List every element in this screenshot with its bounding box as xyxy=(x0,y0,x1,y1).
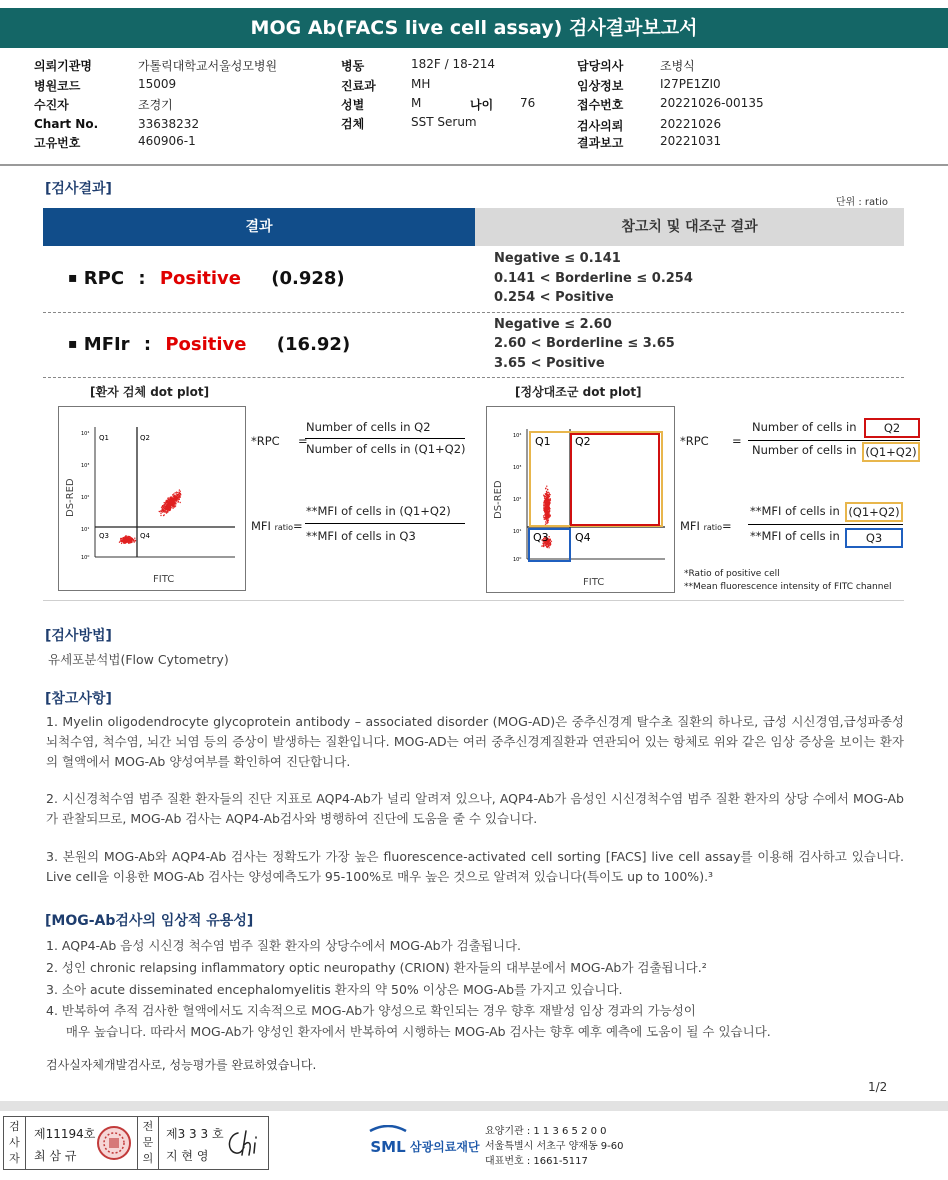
cell-dot xyxy=(547,505,548,506)
cell-dot xyxy=(545,506,546,507)
footer-band xyxy=(0,1101,948,1111)
cell-dot xyxy=(128,543,129,544)
reference-column-header: 참고치 및 대조군 결과 xyxy=(475,208,904,246)
result-column-header: 결과 xyxy=(43,208,475,246)
cell-dot xyxy=(134,538,135,539)
cell-dot xyxy=(549,515,550,516)
dot-cloud xyxy=(119,489,182,544)
note-paragraph: 2. 시신경척수염 범주 질환 환자들의 진단 지표로 AQP4-Ab가 널리 알려져 있으나, AQP4-Ab가 음성인 시신경척수염 범주 질환 환자의 상당 수에서 MOG-Ab가 관찰되므로, MOG-Ab 검사는 AQP4-Ab검사와 병행하여 진단에 도움을 줄 수 있습니다. xyxy=(46,791,904,826)
cell-dot xyxy=(167,511,168,512)
reference-line: Negative ≤ 0.141 xyxy=(494,251,621,266)
method-section-title: [검사방법] xyxy=(45,628,112,644)
rpc-denominator-text: Number of cells in xyxy=(752,443,857,457)
result-status: Positive xyxy=(159,268,241,289)
cell-dot xyxy=(161,507,162,508)
cell-dot xyxy=(545,545,546,546)
cell-dot xyxy=(547,507,548,508)
cell-dot xyxy=(163,509,164,510)
cell-dot xyxy=(167,500,168,501)
cell-dot xyxy=(121,538,122,539)
utility-section-title: [MOG-Ab검사의 임상적 유용성] xyxy=(45,913,254,929)
license-number: 제11194호 xyxy=(34,1127,96,1141)
quadrant-label: Q2 xyxy=(140,434,150,442)
rpc-numerator: Number of cells in Q2 xyxy=(306,420,431,434)
tick-label: 10² xyxy=(81,495,90,501)
cell-dot xyxy=(126,539,127,540)
cell-dot xyxy=(166,506,167,507)
cell-dot xyxy=(548,544,549,545)
cell-dot xyxy=(543,515,544,516)
cell-dot xyxy=(123,541,124,542)
info-label: 검사의뢰 xyxy=(577,119,624,133)
handwritten-signature xyxy=(224,1125,266,1161)
control-dot-plot xyxy=(486,406,675,593)
cell-dot xyxy=(168,502,169,503)
role-char: 검 xyxy=(9,1120,20,1133)
tick-label: 10¹ xyxy=(513,529,522,535)
cell-dot xyxy=(173,500,174,501)
fraction-bar xyxy=(748,440,920,441)
cell-dot xyxy=(548,511,549,512)
result-row-mfir xyxy=(68,334,350,355)
cell-dot xyxy=(177,497,178,498)
cell-dot xyxy=(124,538,125,539)
cell-dot xyxy=(160,513,161,514)
footnote: *Ratio of positive cell xyxy=(684,569,780,579)
info-label: 성별 xyxy=(341,98,365,112)
tick-label: 10⁴ xyxy=(513,433,522,439)
role-char: 전 xyxy=(142,1120,154,1133)
fraction-bar xyxy=(305,523,465,524)
utility-item: 2. 성인 chronic relapsing inflammatory optic neuropathy (CRION) 환자들의 대부분에서 MOG-Ab가 검출됩니다.² xyxy=(46,960,707,975)
fraction-bar xyxy=(748,524,903,525)
cell-dot xyxy=(178,495,179,496)
cell-dot xyxy=(133,539,134,540)
role-cell xyxy=(137,1117,159,1169)
bullet: ▪ xyxy=(68,336,78,352)
equals-sign: = xyxy=(732,434,742,448)
cell-dot xyxy=(548,519,549,520)
rpc-label: *RPC xyxy=(251,434,280,448)
cell-dot xyxy=(546,503,547,504)
patient-dot-plot-svg xyxy=(59,407,245,590)
y-axis-label: DS-RED xyxy=(65,478,76,517)
cell-dot xyxy=(546,546,547,547)
cell-dot xyxy=(543,546,544,547)
cell-dot xyxy=(164,510,165,511)
cell-dot xyxy=(543,502,544,503)
reference-line: 0.254 < Positive xyxy=(494,290,614,305)
cell-dot xyxy=(550,544,551,545)
license-number: 제3 3 3 호 xyxy=(166,1127,224,1141)
mfi-subscript: ratio xyxy=(703,523,723,532)
cell-dot xyxy=(547,489,548,490)
utility-item: 4. 반복하여 추적 검사한 혈액에서도 지속적으로 MOG-Ab가 양성으로 확인되는 경우 향후 재발성 임상 경과의 가능성이 xyxy=(46,1003,696,1018)
signer-name: 최 삼 규 xyxy=(34,1149,77,1163)
cell-dot xyxy=(126,541,127,542)
cell-dot xyxy=(180,502,181,503)
cell-dot xyxy=(180,493,181,494)
result-value: (16.92) xyxy=(276,334,351,355)
cell-dot xyxy=(548,547,549,548)
cell-dot xyxy=(175,492,176,493)
cell-dot xyxy=(173,502,174,503)
cell-dot xyxy=(121,540,122,541)
separator: : xyxy=(143,334,152,355)
cell-dot xyxy=(543,507,544,508)
cell-dot xyxy=(548,494,549,495)
result-name: RPC xyxy=(83,268,125,289)
quadrant-label: Q1 xyxy=(535,435,551,448)
info-label: 접수번호 xyxy=(577,98,624,112)
info-value: 20221026 xyxy=(660,117,722,131)
cell-dot xyxy=(545,488,546,489)
cell-dot xyxy=(545,502,546,503)
quadrant-label: Q3 xyxy=(533,531,549,544)
result-row-rpc xyxy=(68,268,345,289)
cell-dot xyxy=(178,501,179,502)
cell-dot xyxy=(546,515,547,516)
cell-dot xyxy=(545,521,546,522)
cell-dot xyxy=(546,509,547,510)
cell-dot xyxy=(551,541,552,542)
tick-label: 10⁰ xyxy=(81,555,90,561)
info-value: MH xyxy=(411,77,431,91)
cell-dot xyxy=(541,545,542,546)
mfi-denominator: **MFI of cells in Q3 xyxy=(306,529,416,543)
info-label: 고유번호 xyxy=(34,136,81,150)
cell-dot xyxy=(174,506,175,507)
role-char: 사 xyxy=(9,1136,20,1149)
patient-plot-title: [환자 검체 dot plot] xyxy=(90,385,210,399)
report-title: MOG Ab(FACS live cell assay) 검사결과보고서 xyxy=(0,8,948,48)
section-divider xyxy=(43,600,904,601)
cell-dot xyxy=(172,499,173,500)
cell-dot xyxy=(171,502,172,503)
page-number: 1/2 xyxy=(868,1080,888,1094)
mfi-label xyxy=(251,519,303,533)
cell-dot xyxy=(548,513,549,514)
notes-section-title: [참고사항] xyxy=(45,691,112,707)
quadrant-label: Q1 xyxy=(99,434,109,442)
cell-dot xyxy=(550,500,551,501)
tick-label: 10² xyxy=(513,497,522,503)
cell-dot xyxy=(134,541,135,542)
cell-dot xyxy=(546,497,547,498)
cell-dot xyxy=(173,496,174,497)
info-label: 병동 xyxy=(341,59,365,73)
result-value: (0.928) xyxy=(271,268,345,289)
equals-sign: = xyxy=(722,519,732,533)
q1q2-box-label: (Q1+Q2) xyxy=(862,442,920,462)
utility-item: 1. AQP4-Ab 음성 시신경 척수염 범주 질환 환자의 상당수에서 MOG-Ab가 검출됩니다. xyxy=(46,938,521,953)
mfi-subscript: ratio xyxy=(274,523,294,532)
info-label: 나이 xyxy=(470,98,494,112)
info-label: 진료과 xyxy=(341,79,376,93)
cell-dot xyxy=(176,492,177,493)
cell-dot xyxy=(544,511,545,512)
cell-dot xyxy=(545,513,546,514)
cell-dot xyxy=(160,510,161,511)
cell-dot xyxy=(170,502,171,503)
mfi-text: MFI xyxy=(251,519,271,533)
tick-label: 10³ xyxy=(513,465,522,471)
cell-dot xyxy=(549,493,550,494)
cell-dot xyxy=(165,501,166,502)
cell-dot xyxy=(544,500,545,501)
cell-dot xyxy=(545,505,546,506)
cell-dot xyxy=(134,540,135,541)
info-value: 76 xyxy=(520,96,536,110)
cell-dot xyxy=(546,486,547,487)
cell-dot xyxy=(126,537,127,538)
unit-label: 단위 : ratio xyxy=(835,197,888,208)
separator: : xyxy=(138,268,146,289)
info-value: 조병식 xyxy=(660,59,695,73)
org-line: 서울특별시 서초구 양재동 9-60 xyxy=(485,1141,624,1152)
info-value: SST Serum xyxy=(411,115,477,129)
info-value: 20221031 xyxy=(660,134,722,148)
cell-dot xyxy=(176,493,177,494)
cell-dot xyxy=(164,503,165,504)
tick-label: 10⁴ xyxy=(81,431,90,437)
cell-dot xyxy=(545,499,546,500)
cell-dot xyxy=(547,516,548,517)
y-axis-label: DS-RED xyxy=(493,480,504,519)
cell-dot xyxy=(179,495,180,496)
q2-box-label: Q2 xyxy=(864,418,920,438)
info-value: 15009 xyxy=(138,77,177,91)
cell-dot xyxy=(545,496,546,497)
cell-dot xyxy=(178,499,179,500)
control-plot-title: [정상대조군 dot plot] xyxy=(515,385,642,399)
cell-dot xyxy=(119,542,120,543)
cell-dot xyxy=(545,519,546,520)
role-char: 의 xyxy=(142,1152,154,1165)
equals-sign: = xyxy=(293,519,303,533)
method-text: 유세포분석법(Flow Cytometry) xyxy=(48,652,229,667)
bullet: ▪ xyxy=(68,270,78,286)
cell-dot xyxy=(174,505,175,506)
org-line: 대표번호 : 1661-5117 xyxy=(485,1156,588,1167)
row-divider xyxy=(43,312,904,313)
control-dot-plot-svg xyxy=(487,407,674,592)
tick-label: 10⁰ xyxy=(513,557,522,563)
fraction-bar xyxy=(305,438,465,439)
signer-name: 지 현 영 xyxy=(166,1149,209,1163)
cell-dot xyxy=(131,541,132,542)
cell-dot xyxy=(550,542,551,543)
cell-dot xyxy=(180,491,181,492)
cell-dot xyxy=(546,523,547,524)
cell-dot xyxy=(545,517,546,518)
cell-dot xyxy=(550,540,551,541)
cell-dot xyxy=(548,502,549,503)
mfi-label xyxy=(680,519,732,533)
result-name: MFIr xyxy=(83,334,130,355)
reference-line: 2.60 < Borderline ≤ 3.65 xyxy=(494,336,675,351)
cell-dot xyxy=(175,503,176,504)
cell-dot xyxy=(549,509,550,510)
reference-line: 0.141 < Borderline ≤ 0.254 xyxy=(494,271,693,286)
cell-dot xyxy=(169,500,170,501)
mfi-denominator-text: **MFI of cells in xyxy=(750,529,840,543)
cell-dot xyxy=(176,500,177,501)
info-label: 임상정보 xyxy=(577,79,624,93)
cell-dot xyxy=(130,537,131,538)
cell-dot xyxy=(546,494,547,495)
cell-dot xyxy=(162,505,163,506)
role-cell xyxy=(4,1117,26,1169)
cell-dot xyxy=(122,540,123,541)
rpc-numerator-text: Number of cells in xyxy=(752,420,857,434)
sml-logo-icon xyxy=(368,1125,408,1157)
quadrant-label: Q3 xyxy=(99,532,109,540)
cell-dot xyxy=(547,500,548,501)
cell-dot xyxy=(120,538,121,539)
quadrant-label: Q4 xyxy=(575,531,591,544)
note-paragraph: 3. 본원의 MOG-Ab와 AQP4-Ab 검사는 정확도가 가장 높은 fluorescence-activated cell sorting [FACS] live cell assay를 이용해 검사하고 있습니다. Live cell을 이용한 MOG-Ab 검사는 양성예측도가 95-100%로 매우 높은 것으로 알려져 있습니다(특이도 up to 100%).³ xyxy=(46,849,904,884)
info-value: 182F / 18-214 xyxy=(411,57,495,71)
info-value: 460906-1 xyxy=(138,134,196,148)
cell-dot xyxy=(548,546,549,547)
cell-dot xyxy=(171,505,172,506)
cell-dot xyxy=(544,519,545,520)
cell-dot xyxy=(165,507,166,508)
note-paragraph: 1. Myelin oligodendrocyte glycoprotein antibody – associated disorder (MOG-AD)은 중추신경계 탈수초 질환의 하나로, 급성 시신경염,급성파종성 뇌척수염, 척수염, 뇌간 뇌염 등의 증상이 발생하는 질환입니다. MOG-AD는 여러 중추신경계질환과 연관되어 있는 항체로 위와 같은 임상 증상을 보이는 환자의 혈액에서 MOG-Ab 양성여부를 확인하여 진단합니다. xyxy=(46,714,904,769)
tick-label: 10³ xyxy=(81,463,90,469)
rpc-denominator: Number of cells in (Q1+Q2) xyxy=(306,442,466,456)
cell-dot xyxy=(123,543,124,544)
cell-dot xyxy=(162,509,163,510)
org-contact xyxy=(485,1124,624,1169)
validation-note: 검사실자체개발검사로, 성능평가를 완료하였습니다. xyxy=(46,1058,317,1072)
official-seal xyxy=(96,1125,132,1161)
role-char: 자 xyxy=(9,1152,20,1165)
utility-item: 매우 높습니다. 따라서 MOG-Ab가 양성인 환자에서 반복하여 시행하는 MOG-Ab 검사는 향후 예후 예측에 도움이 될 수 있습니다. xyxy=(46,1024,771,1039)
cell-dot xyxy=(175,498,176,499)
cell-dot xyxy=(179,489,180,490)
cell-dot xyxy=(159,511,160,512)
mfi-text: MFI xyxy=(680,519,700,533)
info-label: 수진자 xyxy=(34,98,69,112)
org-line: 요양기관 : 1 1 3 6 5 2 0 0 xyxy=(485,1126,607,1137)
cell-dot xyxy=(131,539,132,540)
cell-dot xyxy=(168,508,169,509)
info-value: 33638232 xyxy=(138,117,200,131)
cell-dot xyxy=(549,496,550,497)
logo-text: SML xyxy=(370,1138,406,1156)
cell-dot xyxy=(549,494,550,495)
q1q2-box-label: (Q1+Q2) xyxy=(845,502,903,522)
cell-dot xyxy=(128,541,129,542)
reference-line: Negative ≤ 2.60 xyxy=(494,317,612,332)
reference-line: 3.65 < Positive xyxy=(494,356,605,371)
cell-dot xyxy=(543,505,544,506)
info-value: 가톨릭대학교서울성모병원 xyxy=(138,59,278,73)
cell-dot xyxy=(172,508,173,509)
mfi-numerator: **MFI of cells in (Q1+Q2) xyxy=(306,504,451,518)
cell-dot xyxy=(547,518,548,519)
cell-dot xyxy=(170,506,171,507)
info-label: Chart No. xyxy=(34,117,99,131)
info-label: 담당의사 xyxy=(577,59,624,73)
header-divider xyxy=(0,164,948,166)
tick-label: 10¹ xyxy=(81,527,90,533)
row-divider xyxy=(43,377,904,378)
cell-dot xyxy=(160,515,161,516)
cell-dot xyxy=(166,502,167,503)
rpc-label: *RPC xyxy=(680,434,709,448)
info-value: I27PE1ZI0 xyxy=(660,77,721,91)
cell-dot xyxy=(164,514,165,515)
cell-dot xyxy=(129,539,130,540)
cell-dot xyxy=(180,496,181,497)
info-label: 의뢰기관명 xyxy=(34,59,92,73)
info-label: 검체 xyxy=(341,117,365,131)
info-label: 병원코드 xyxy=(34,79,81,93)
info-value: 20221026-00135 xyxy=(660,96,764,110)
cell-dot xyxy=(121,543,122,544)
footnote: **Mean fluorescence intensity of FITC channel xyxy=(684,582,892,592)
utility-item: 3. 소아 acute disseminated encephalomyelitis 환자의 약 50% 이상은 MOG-Ab를 가지고 있습니다. xyxy=(46,982,623,997)
cell-dot xyxy=(547,498,548,499)
cell-dot xyxy=(545,494,546,495)
cell-dot xyxy=(549,536,550,537)
cell-dot xyxy=(543,544,544,545)
quadrant-label: Q2 xyxy=(575,435,591,448)
cell-dot xyxy=(178,493,179,494)
cell-dot xyxy=(547,513,548,514)
cell-dot xyxy=(545,524,546,525)
x-axis-label: FITC xyxy=(583,577,605,588)
result-status: Positive xyxy=(165,334,247,355)
cell-dot xyxy=(166,511,167,512)
info-value: M xyxy=(411,96,422,110)
cell-dot xyxy=(543,504,544,505)
signature-box xyxy=(3,1116,269,1170)
cell-dot xyxy=(175,500,176,501)
patient-dot-plot xyxy=(58,406,246,591)
q3-box-label: Q3 xyxy=(845,528,903,548)
equals-sign: = xyxy=(298,434,308,448)
info-label: 결과보고 xyxy=(577,136,624,150)
cell-dot xyxy=(549,498,550,499)
results-section-title: [검사결과] xyxy=(45,181,112,197)
cell-dot xyxy=(168,505,169,506)
x-axis-label: FITC xyxy=(153,574,175,585)
cell-dot xyxy=(547,522,548,523)
cell-dot xyxy=(168,510,169,511)
role-char: 문 xyxy=(142,1136,154,1149)
cell-dot xyxy=(173,493,174,494)
quadrant-label: Q4 xyxy=(140,532,150,540)
mfi-numerator-text: **MFI of cells in xyxy=(750,504,840,518)
info-value: 조경기 xyxy=(138,98,173,112)
org-name: 삼광의료재단 xyxy=(410,1140,480,1154)
